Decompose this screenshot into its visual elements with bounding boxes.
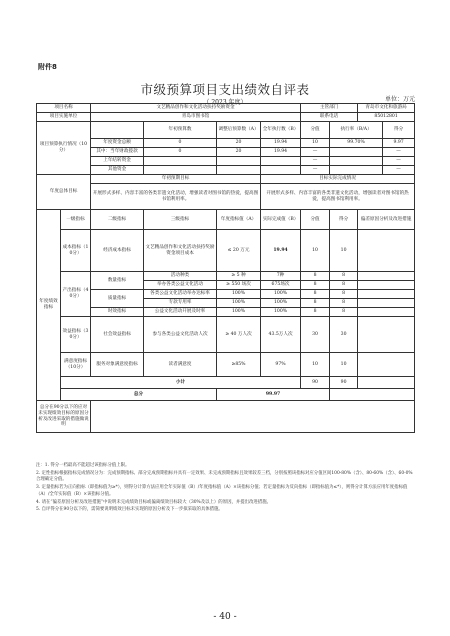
indicator-header-score: 得分 <box>330 210 358 230</box>
indicator-score: 8 <box>330 299 358 308</box>
budget-row-label: 年度资金总额 <box>91 139 144 148</box>
remark-label: 总分在90分以下的应对未实现绩效目标的原因分析及改进采取的措施做说明 <box>37 401 91 433</box>
indicator-target: ≤ 20 万元 <box>217 230 261 272</box>
indicator-value: 10 <box>301 230 330 272</box>
budget-row-score: — <box>383 157 415 166</box>
budget-header-score-value: 分值 <box>301 122 330 139</box>
budget-header-adjusted: 调整后预算数（A） <box>217 122 261 139</box>
note-item: 5. 自评得分在90分以下的，需简要说明绩效目标未实现的原因分析及下一步拟采取的具体措施。 <box>36 507 223 513</box>
budget-row <box>37 148 415 157</box>
indicator-row <box>37 308 415 317</box>
budget-row-executed <box>261 166 301 175</box>
indicators-section-label: 年度绩效指标 <box>37 210 61 401</box>
indicator-header-target: 年度指标值（A） <box>217 210 261 230</box>
unit-label: 单位：万元 <box>384 96 415 103</box>
budget-header-score: 得分 <box>383 122 415 139</box>
indicator-actual: 100% <box>261 299 301 308</box>
budget-row-rate <box>330 148 383 157</box>
indicator-l3: 公益文化活动开展及时率 <box>144 308 217 317</box>
budget-row-rate: 99.70% <box>330 139 383 148</box>
indicator-l1: 成本指标（10分） <box>61 230 91 272</box>
indicator-l2: 社会效益指标 <box>91 317 144 353</box>
page-number: - 40 - <box>213 612 237 622</box>
indicator-l2: 服务对象满意度指标 <box>91 353 144 377</box>
indicator-score: 8 <box>330 281 358 290</box>
dept-value: 青岛市文化和旅游局 <box>358 104 415 113</box>
note-item: 注：1. 得分一档最高不能超过该指标分值上限。 <box>36 463 130 468</box>
indicator-l1: 效益指标（30分） <box>61 317 91 353</box>
indicator-l3: 活动种类 <box>144 272 217 281</box>
budget-row-adjusted <box>217 166 261 175</box>
budget-header-blank <box>91 122 144 139</box>
indicator-actual: 7种 <box>261 272 301 281</box>
indicator-l3: 各类公益文化活动举办达标率 <box>144 290 217 299</box>
indicator-actual: 19.94 <box>261 230 301 272</box>
indicator-header-value: 分值 <box>301 210 330 230</box>
budget-row-score-value: — <box>301 166 330 175</box>
year-label: （ 2023 年度） <box>203 99 247 106</box>
indicator-value: 8 <box>301 299 330 308</box>
indicator-score: 10 <box>330 230 358 272</box>
indicator-row <box>37 353 415 377</box>
budget-row-initial <box>144 157 217 166</box>
indicator-actual: 675场次 <box>261 281 301 290</box>
budget-row-score: — <box>383 166 415 175</box>
budget-row-score-value: 10 <box>301 139 330 148</box>
budget-row-adjusted <box>217 157 261 166</box>
indicator-header-l2: 二级指标 <box>91 210 144 230</box>
indicator-header-l1: 一级指标 <box>61 210 91 230</box>
indicator-deviation <box>358 308 415 317</box>
goals-planned-text: 开展形式多样、内容丰富的各类非遗文化活动，增强读者对图书馆的热爱，提高图书馆利用率。 <box>91 184 261 210</box>
indicator-target: ≥ 550 场次 <box>217 281 261 290</box>
indicator-target: 100% <box>217 290 261 299</box>
indicator-actual: 100% <box>261 290 301 299</box>
indicator-header-deviation: 偏差原因分析及改进措施 <box>358 210 415 230</box>
budget-header-rate: 执行率（B/A） <box>330 122 383 139</box>
notes-section <box>36 463 416 515</box>
indicator-l1: 产出指标（40分） <box>61 272 91 317</box>
impl-value: 青岛市图书馆 <box>91 113 301 122</box>
budget-row-initial: 0 <box>144 148 217 157</box>
impl-label: 项目实施单位 <box>37 113 91 122</box>
budget-row-adjusted: 20 <box>217 139 261 148</box>
indicator-row <box>37 290 415 299</box>
note-item: 2. 定性指标根据指标完成情况分为：完成预期指标、部分完成预期指标并具有一定效果、未完成预期指标且效果较差三档，分别按照该指标对应分值区间100-80%（含）、80-60%（含）、60-0%合理确定分值。 <box>36 470 413 483</box>
indicator-l2: 数量指标 <box>91 272 144 290</box>
indicator-deviation <box>358 317 415 353</box>
indicator-target: ≥85% <box>217 353 261 377</box>
total-row <box>37 389 415 401</box>
indicator-value: 8 <box>301 272 330 281</box>
budget-row-score: 9.97 <box>383 139 415 148</box>
budget-row-score: — <box>383 148 415 157</box>
indicator-deviation <box>358 230 415 272</box>
remark-content <box>91 401 415 433</box>
indicator-value: 8 <box>301 290 330 299</box>
indicator-target: 100% <box>217 308 261 317</box>
indicator-header-l3: 三级指标 <box>144 210 217 230</box>
project-name-value: 文艺精品创作和文化活动扶持奖励资金 <box>91 104 301 113</box>
evaluation-table <box>36 103 415 433</box>
indicator-value: 30 <box>301 317 330 353</box>
indicator-l3: 参与各类公益文化活动人次 <box>144 317 217 353</box>
goals-planned-header: 年初预期目标 <box>91 175 261 184</box>
indicator-actual: 43.5万人次 <box>261 317 301 353</box>
budget-row-executed: 19.94 <box>261 148 301 157</box>
indicator-target: ≥ 5 种 <box>217 272 261 281</box>
indicator-l2: 经济成本指标 <box>91 230 144 272</box>
budget-row <box>37 157 415 166</box>
note-item: 3. 定量指标若为正向指标（即指标值为≥*），则得分计算方法应用全年实际值（B）/年度指标值（A）×该指标分值；若定量指标为反向指标（即指标值为≤*），则得分计算方法应用年度指标值（A）/全年实际值（B）×该指标分值。 <box>36 485 408 497</box>
phone-value: 85012801 <box>358 113 415 122</box>
goals-actual-text: 开展形式多样、内容丰富的各类非遗文化活动，增强读者对图书馆的热爱，提高图书馆利用率。 <box>261 184 415 210</box>
note-item: 4. 请在“偏差原因分析及改进措施”中说明未完成绩效目标或偏离绩效目标较大（30%及以上）的原因，并提出改进措施。 <box>36 499 271 505</box>
total-label: 总分 <box>61 389 217 401</box>
indicator-deviation <box>358 299 415 308</box>
indicator-target: ≥ 40 万人次 <box>217 317 261 353</box>
indicator-l3: 专款专用率 <box>144 299 217 308</box>
indicator-l2: 质量指标 <box>91 290 144 308</box>
budget-row-initial: 0 <box>144 139 217 148</box>
budget-row-score-value: — <box>301 148 330 157</box>
total-blank <box>330 389 415 401</box>
page-title: 市级预算项目支出绩效自评表 <box>140 82 310 97</box>
indicator-deviation <box>358 272 415 281</box>
phone-label: 联系电话 <box>301 113 358 122</box>
budget-row-label: 其他资金 <box>91 166 144 175</box>
indicator-score: 10 <box>330 353 358 377</box>
budget-header-initial: 年初预算数 <box>144 122 217 139</box>
dept-label: 主管部门 <box>301 104 358 113</box>
budget-row-executed <box>261 157 301 166</box>
indicator-l2: 时效指标 <box>91 308 144 317</box>
indicator-l1: 满意度指标（10分） <box>61 353 91 377</box>
indicator-row <box>37 317 415 353</box>
indicator-row <box>37 272 415 281</box>
indicator-row <box>37 230 415 272</box>
indicator-actual: 100% <box>261 308 301 317</box>
budget-row-score-value: — <box>301 157 330 166</box>
budget-row-adjusted: 20 <box>217 148 261 157</box>
subtotal-deviation <box>358 377 415 389</box>
indicator-l3: 举办各类公益文化活动 <box>144 281 217 290</box>
indicator-deviation <box>358 353 415 377</box>
indicator-value: 8 <box>301 308 330 317</box>
indicator-score: 8 <box>330 290 358 299</box>
subtotal-score: 90 <box>330 377 358 389</box>
indicator-header-actual: 实际完成值（B） <box>261 210 301 230</box>
indicator-score: 30 <box>330 317 358 353</box>
indicator-l3: 读者满意度 <box>144 353 217 377</box>
indicator-value: 8 <box>301 281 330 290</box>
subtotal-value: 90 <box>301 377 330 389</box>
budget-row <box>37 166 415 175</box>
subtotal-label: 小计 <box>61 377 301 389</box>
subtotal-row <box>37 377 415 389</box>
goals-actual-header: 目标实际完成情况 <box>261 175 415 184</box>
budget-row-rate <box>330 166 383 175</box>
budget-row-executed: 19.94 <box>261 139 301 148</box>
budget-row-label: 上年结转资金 <box>91 157 144 166</box>
indicator-deviation <box>358 290 415 299</box>
budget-row <box>37 139 415 148</box>
budget-row-initial <box>144 166 217 175</box>
budget-section-label: 项目预算执行情况（10分） <box>37 122 91 175</box>
budget-header-executed: 全年执行数（B） <box>261 122 301 139</box>
indicator-target: 100% <box>217 299 261 308</box>
attachment-label: 附件8 <box>38 63 57 71</box>
indicator-value: 10 <box>301 353 330 377</box>
indicator-actual: 97% <box>261 353 301 377</box>
indicator-score: 8 <box>330 272 358 281</box>
total-value: 99.97 <box>217 389 330 401</box>
indicator-l3: 文艺精品创作和文化活动扶持奖励资金项目成本 <box>144 230 217 272</box>
indicator-deviation <box>358 281 415 290</box>
goals-section-label: 年度总体目标 <box>37 175 91 210</box>
project-name-label: 项目名称 <box>37 104 91 113</box>
indicator-score: 8 <box>330 308 358 317</box>
budget-row-rate <box>330 157 383 166</box>
budget-row-label: 其中：当年财政拨款 <box>91 148 144 157</box>
remark-row <box>37 401 415 433</box>
